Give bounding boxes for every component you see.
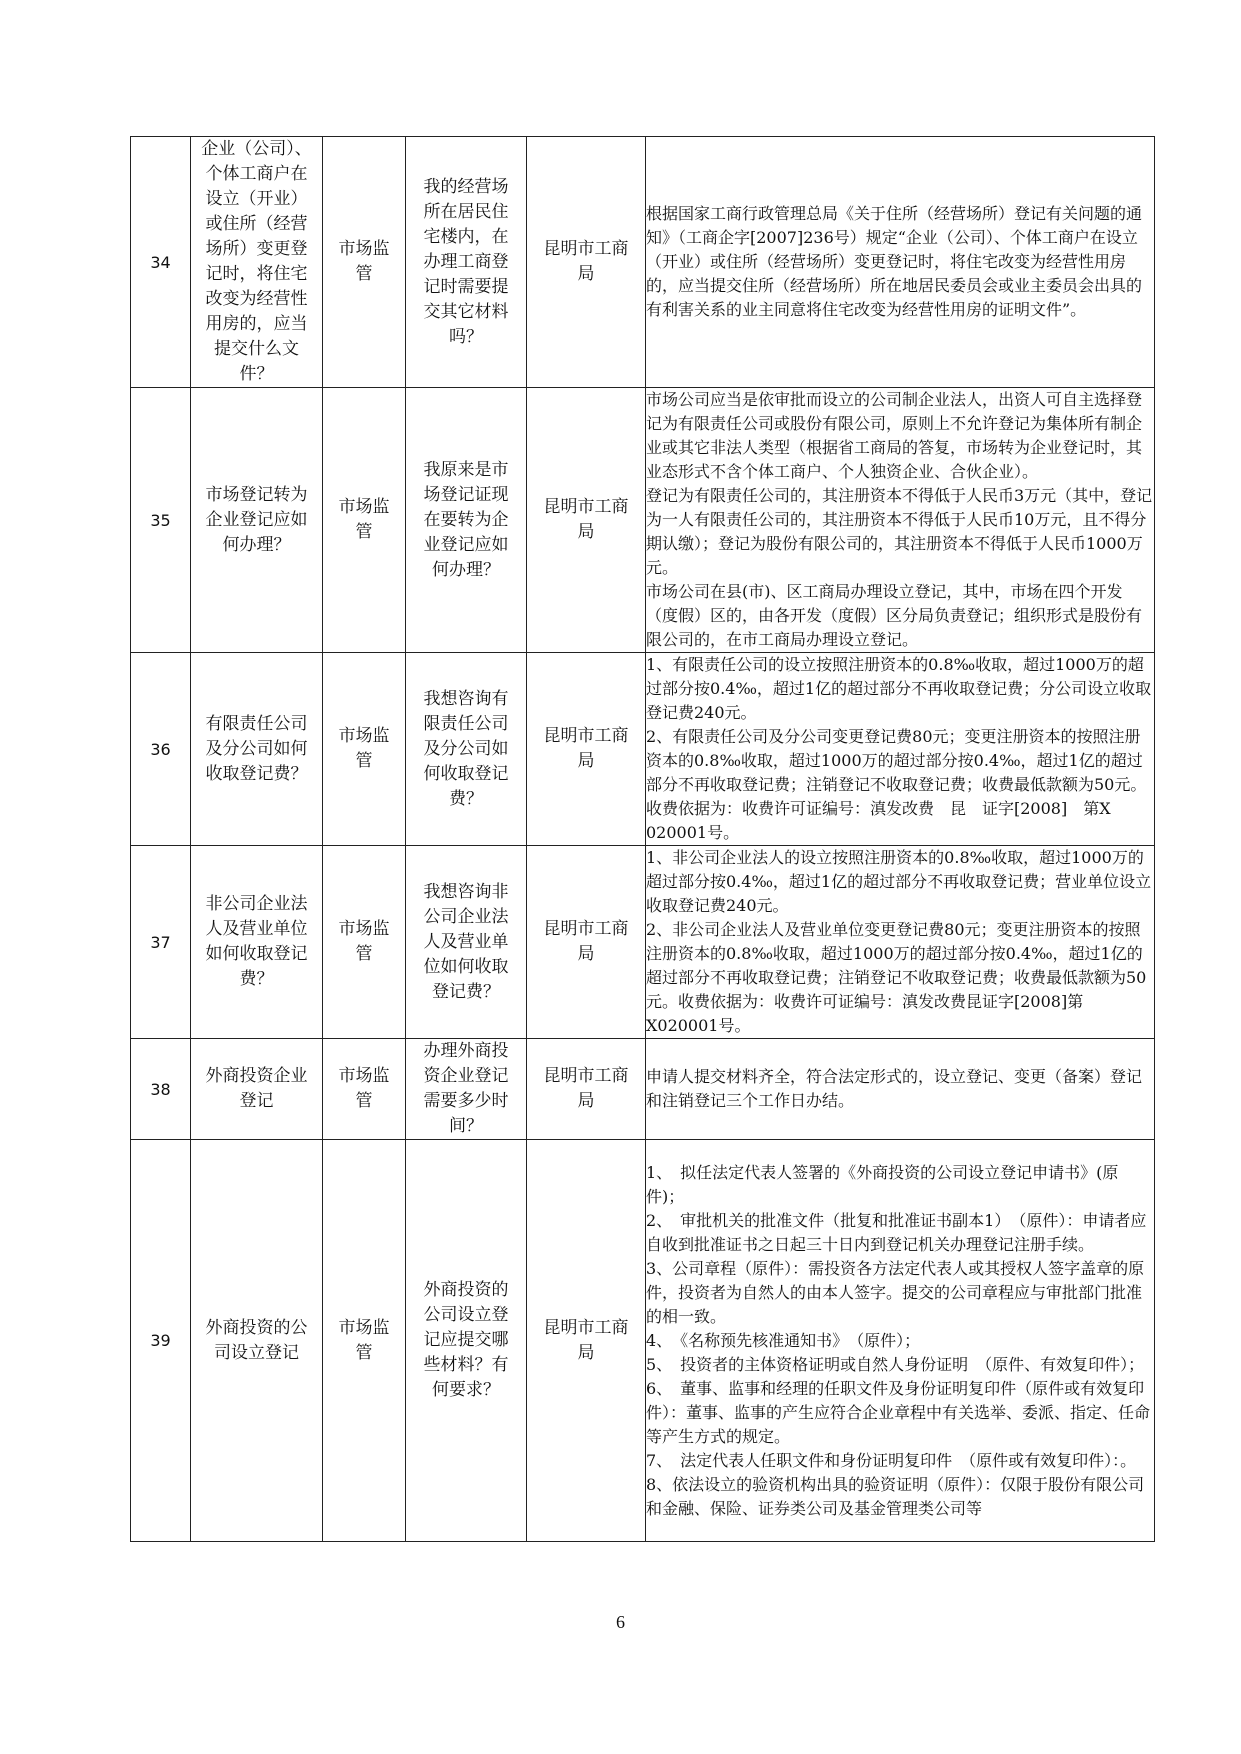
question-cell xyxy=(406,1039,527,1140)
answer-paragraph: 2、非公司企业法人及营业单位变更登记费80元；变更注册资本的按照注册资本的0.8‰收取，超过1000万的超过部分按0.4‰，超过1亿的超过部分不再收取登记费；注销登记不收取登记费；收费最低款额为50元。收费依据为：收费许可证编号：滇发改费昆证字[2008]第X020001号。 xyxy=(646,920,1147,1035)
answer-cell xyxy=(646,1140,1155,1542)
answer-cell xyxy=(646,653,1155,846)
answer-paragraph: 2、有限责任公司及分公司变更登记费80元；变更注册资本的按照注册资本的0.8‰收取，超过1000万的超过部分按0.4‰，超过1亿的超过部分不再收取登记费；注销登记不收取登记费；收费最低款额为50元。收费依据为：收费许可证编号：滇发改费 昆 证字[2008] 第X 020001号。 xyxy=(646,727,1147,842)
item-name-text: 非公司企业法人及营业单位如何收取登记费？ xyxy=(205,894,308,989)
answer-paragraph: 申请人提交材料齐全，符合法定形式的，设立登记、变更（备案）登记和注销登记三个工作日办结。 xyxy=(646,1067,1143,1110)
category-cell-text: 市场监管 xyxy=(338,726,390,771)
department-cell-text: 昆明市工商局 xyxy=(543,1066,629,1111)
row-number xyxy=(131,1039,191,1140)
question-cell-text: 外商投资的公司设立登记应提交哪些材料？有何要求？ xyxy=(423,1280,509,1400)
row-number xyxy=(131,137,191,388)
question-cell-text: 我的经营场所在居民住宅楼内，在办理工商登记时需要提交其它材料吗？ xyxy=(423,176,509,347)
question-cell-text: 我想咨询非公司企业法人及营业单位如何收取登记费？ xyxy=(423,881,509,1002)
answer-paragraph: 7、 法定代表人任职文件和身份证明复印件 （原件或有效复印件）：。 xyxy=(646,1450,1137,1470)
row-number-text: 38 xyxy=(150,1079,171,1099)
department-cell-text: 昆明市工商局 xyxy=(543,239,629,284)
item-name-text: 有限责任公司及分公司如何收取登记费？ xyxy=(205,713,308,784)
answer-paragraph: 6、 董事、监事和经理的任职文件及身份证明复印件（原件或有效复印件）：董事、监事的产生应符合企业章程中有关选举、委派、指定、任命等产生方式的规定。 xyxy=(646,1378,1151,1446)
category-cell xyxy=(323,137,406,388)
row-number-text: 35 xyxy=(150,510,171,530)
category-cell xyxy=(323,388,406,653)
table-row xyxy=(131,137,1155,388)
category-cell-text: 市场监管 xyxy=(338,1317,390,1363)
item-name-text: 外商投资的公司设立登记 xyxy=(205,1317,308,1363)
department-cell-text: 昆明市工商局 xyxy=(543,726,629,771)
item-name xyxy=(191,653,323,846)
row-number xyxy=(131,388,191,653)
question-cell xyxy=(406,137,527,388)
row-number-text: 36 xyxy=(150,739,171,759)
row-number xyxy=(131,1140,191,1542)
category-cell xyxy=(323,1140,406,1542)
category-cell-text: 市场监管 xyxy=(338,919,390,964)
answer-paragraph: 登记为有限责任公司的，其注册资本不得低于人民币3万元（其中，登记为一人有限责任公司的，其注册资本不得低于人民币10万元，且不得分期认缴）；登记为股份有限公司的，其注册资本不得低于人民币1000万元。 xyxy=(646,486,1153,577)
category-cell xyxy=(323,846,406,1039)
category-cell xyxy=(323,1039,406,1140)
answer-paragraph: 5、 投资者的主体资格证明或自然人身份证明 （原件、有效复印件）； xyxy=(646,1354,1145,1374)
item-name-text: 市场登记转为企业登记应如何办理？ xyxy=(205,484,308,555)
item-name xyxy=(191,388,323,653)
item-name xyxy=(191,137,323,388)
category-cell-text: 市场监管 xyxy=(338,497,390,542)
department-cell-text: 昆明市工商局 xyxy=(543,497,629,542)
question-cell-text: 办理外商投资企业登记需要多少时间？ xyxy=(423,1041,509,1136)
answer-paragraph: 根据国家工商行政管理总局《关于住所（经营场所）登记有关问题的通知》（工商企字[2007]236号）规定“企业（公司）、个体工商户在设立（开业）或住所（经营场所）变更登记时，将住宅改变为经营性用房的，应当提交住所（经营场所）所在地居民委员会或业主委员会出具的有利害关系的业主同意将住宅改变为经营性用房的证明文件”。 xyxy=(646,204,1143,319)
qa-table-body xyxy=(131,137,1155,1542)
row-number-text: 37 xyxy=(150,932,171,952)
category-cell-text: 市场监管 xyxy=(338,239,390,284)
table-row xyxy=(131,1039,1155,1140)
category-cell-text: 市场监管 xyxy=(338,1066,390,1111)
answer-paragraph: 市场公司在县(市)、区工商局办理设立登记，其中，市场在四个开发（度假）区的，由各开发（度假）区分局负责登记；组织形式是股份有限公司的，在市工商局办理设立登记。 xyxy=(646,582,1143,649)
department-cell xyxy=(527,1140,646,1542)
qa-table xyxy=(130,136,1155,1542)
department-cell-text: 昆明市工商局 xyxy=(543,919,629,964)
item-name xyxy=(191,1039,323,1140)
table-row xyxy=(131,388,1155,653)
answer-cell xyxy=(646,388,1155,653)
row-number-text: 39 xyxy=(150,1331,171,1350)
question-cell xyxy=(406,846,527,1039)
page-number: 6 xyxy=(616,1612,625,1632)
answer-cell xyxy=(646,137,1155,388)
department-cell xyxy=(527,137,646,388)
row-number xyxy=(131,846,191,1039)
answer-paragraph: 1、有限责任公司的设立按照注册资本的0.8‰收取，超过1000万的超过部分按0.4‰，超过1亿的超过部分不再收取登记费；分公司设立收取登记费240元。 xyxy=(646,655,1152,722)
table-row xyxy=(131,1140,1155,1542)
department-cell xyxy=(527,388,646,653)
row-number xyxy=(131,653,191,846)
department-cell-text: 昆明市工商局 xyxy=(543,1317,629,1363)
item-name xyxy=(191,1140,323,1542)
answer-paragraph: 4、 《名称预先核准通知书》 （原件）； xyxy=(646,1330,921,1350)
answer-cell xyxy=(646,1039,1155,1140)
department-cell xyxy=(527,846,646,1039)
row-number-text: 34 xyxy=(150,252,171,272)
question-cell-text: 我想咨询有限责任公司及分公司如何收取登记费？ xyxy=(423,688,509,809)
question-cell xyxy=(406,653,527,846)
answer-paragraph: 8、依法设立的验资机构出具的验资证明（原件）：仅限于股份有限公司和金融、保险、证券类公司及基金管理类公司等 xyxy=(646,1474,1145,1518)
answer-paragraph: 1、非公司企业法人的设立按照注册资本的0.8‰收取，超过1000万的超过部分按0.4‰，超过1亿的超过部分不再收取登记费；营业单位设立收取登记费240元。 xyxy=(646,848,1152,915)
table-row xyxy=(131,653,1155,846)
question-cell-text: 我原来是市场登记证现在要转为企业登记应如何办理？ xyxy=(423,459,509,580)
answer-paragraph: 2、 审批机关的批准文件（批复和批准证书副本1） （原件）：申请者应自收到批准证书之日起三十日内到登记机关办理登记注册手续。 xyxy=(646,1210,1147,1254)
category-cell xyxy=(323,653,406,846)
department-cell xyxy=(527,1039,646,1140)
question-cell xyxy=(406,1140,527,1542)
answer-paragraph: 3、公司章程（原件）：需投资各方法定代表人或其授权人签字盖章的原件，投资者为自然人的由本人签字。提交的公司章程应与审批部门批准的相一致。 xyxy=(646,1258,1145,1326)
item-name-text: 外商投资企业登记 xyxy=(205,1066,308,1111)
answer-paragraph: 市场公司应当是依审批而设立的公司制企业法人，出资人可自主选择登记为有限责任公司或股份有限公司，原则上不允许登记为集体所有制企业或其它非法人类型（根据省工商局的答复，市场转为企业登记时，其业态形式不含个体工商户、个人独资企业、合伙企业）。 xyxy=(646,390,1143,481)
department-cell xyxy=(527,653,646,846)
answer-paragraph: 1、 拟任法定代表人签署的《外商投资的公司设立登记申请书》(原件)； xyxy=(646,1162,1119,1206)
table-row xyxy=(131,846,1155,1039)
answer-cell xyxy=(646,846,1155,1039)
item-name xyxy=(191,846,323,1039)
item-name-text: 企业（公司）、个体工商户在设立（开业）或住所（经营场所）变更登记时，将住宅改变为经营性用房的，应当提交什么文件？ xyxy=(201,139,312,384)
question-cell xyxy=(406,388,527,653)
